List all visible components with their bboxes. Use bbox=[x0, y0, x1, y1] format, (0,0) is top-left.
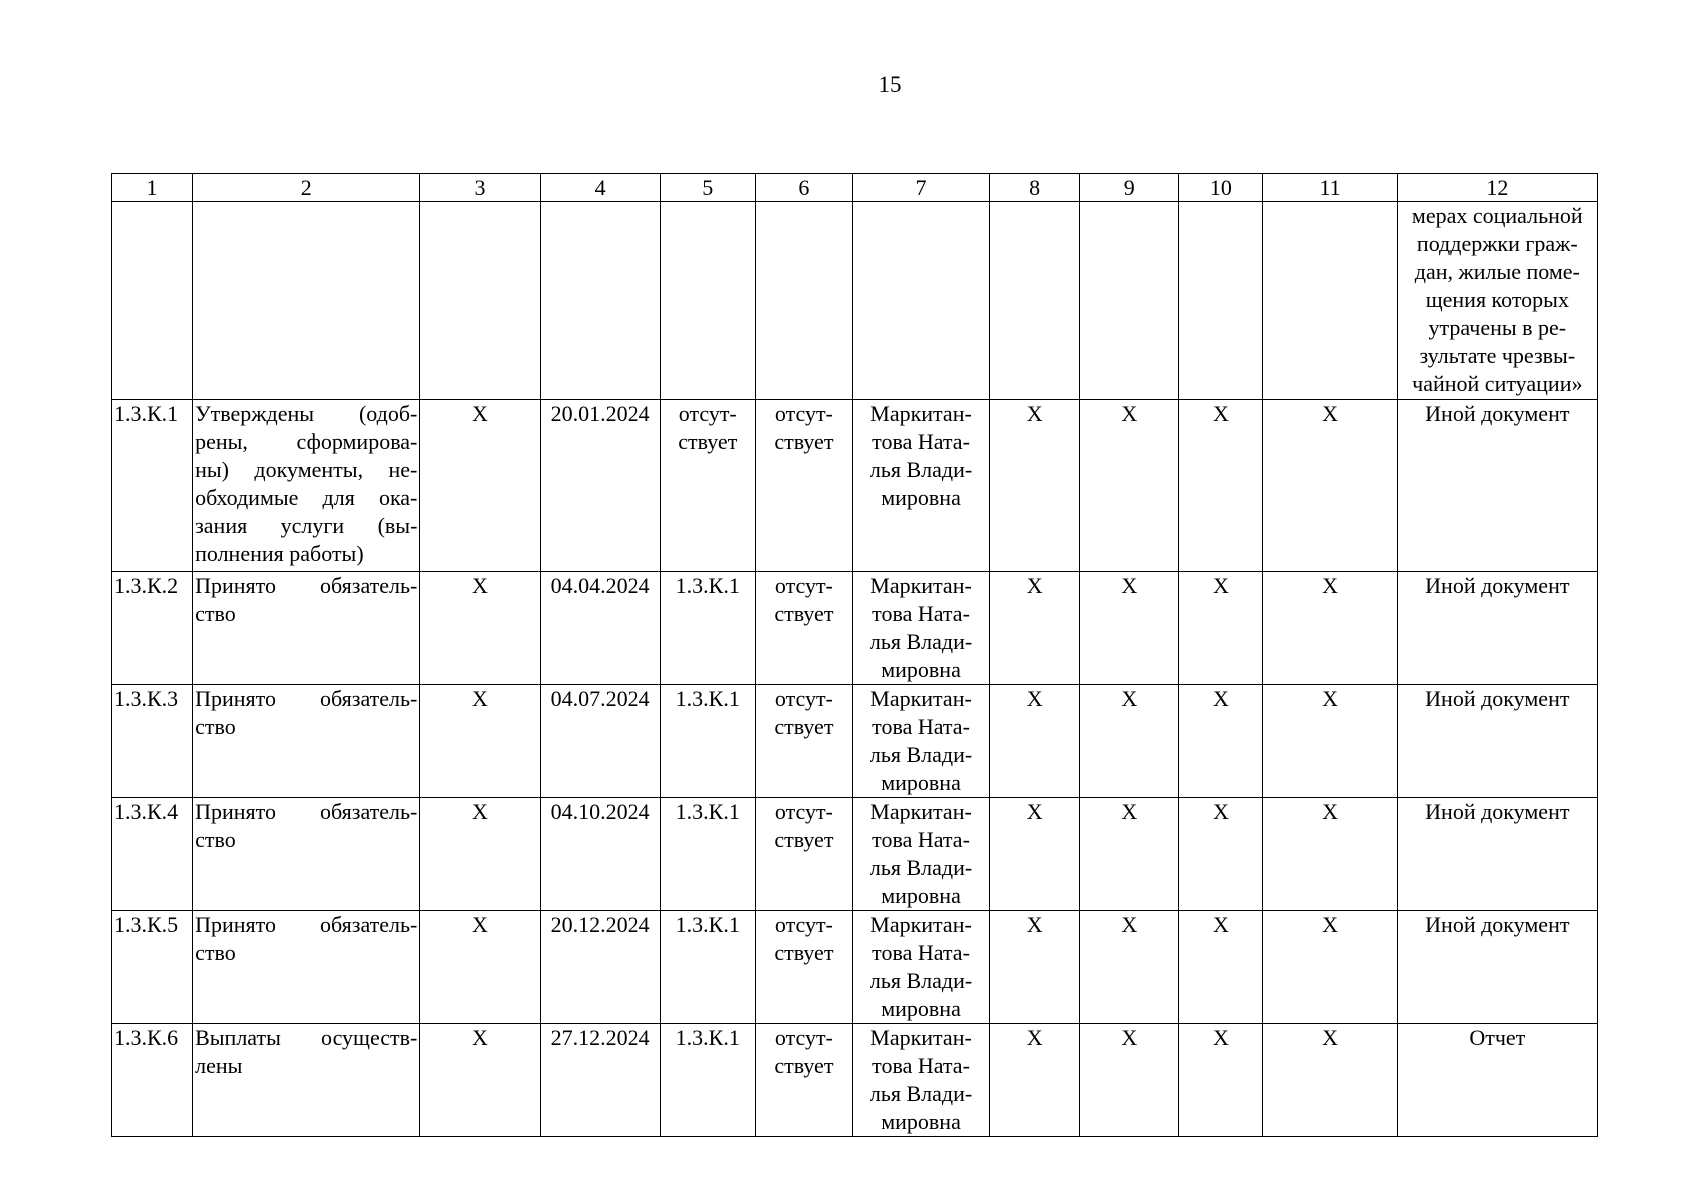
column-header: 3 bbox=[420, 174, 540, 202]
text-line: това Ната- bbox=[872, 714, 970, 739]
column-11-value: X bbox=[1263, 911, 1397, 1024]
predecessor bbox=[660, 685, 755, 798]
column-header: 6 bbox=[755, 174, 852, 202]
text-line: отсут- bbox=[774, 912, 833, 937]
text-line: мировна bbox=[881, 883, 961, 908]
column-8-value: X bbox=[990, 400, 1080, 572]
text-line: ствует bbox=[774, 429, 834, 454]
table-cell bbox=[852, 202, 989, 400]
control-point-name bbox=[193, 1024, 420, 1137]
column-3-value: X bbox=[420, 400, 540, 572]
text-line: лья Влади- bbox=[869, 629, 973, 654]
text-line: това Ната- bbox=[872, 940, 970, 965]
responsible-person bbox=[852, 400, 989, 572]
control-point-code: 1.3.К.2 bbox=[112, 572, 193, 685]
column-header: 10 bbox=[1179, 174, 1263, 202]
text-line: ство bbox=[195, 601, 236, 626]
text-line: ствует bbox=[774, 714, 834, 739]
table-cell bbox=[755, 202, 852, 400]
due-date: 20.01.2024 bbox=[540, 400, 660, 572]
predecessor bbox=[660, 572, 755, 685]
table-row bbox=[112, 685, 1598, 798]
text-line: отсут- bbox=[678, 401, 737, 426]
column-9-value: X bbox=[1080, 685, 1179, 798]
text-line: мировна bbox=[881, 485, 961, 510]
text-line: Маркитан- bbox=[870, 912, 972, 937]
table-cell bbox=[660, 202, 755, 400]
text-line: чайной ситуации» bbox=[1412, 371, 1583, 396]
responsible-person bbox=[852, 798, 989, 911]
column-11-value: X bbox=[1263, 798, 1397, 911]
text-line: Утверждены (одоб- bbox=[195, 401, 418, 426]
text-line: мировна bbox=[881, 770, 961, 795]
text-line: ствует bbox=[774, 940, 834, 965]
column-number-row bbox=[112, 174, 1598, 202]
text-line: полнения работы) bbox=[195, 541, 364, 566]
text-line: 1.3.К.1 bbox=[675, 573, 740, 598]
due-date: 04.04.2024 bbox=[540, 572, 660, 685]
text-line: Выплаты осуществ- bbox=[195, 1025, 418, 1050]
column-8-value: X bbox=[990, 685, 1080, 798]
column-6-value bbox=[755, 685, 852, 798]
text-line: поддержки граж- bbox=[1416, 231, 1578, 256]
control-point-code: 1.3.К.3 bbox=[112, 685, 193, 798]
column-10-value: X bbox=[1179, 798, 1263, 911]
column-8-value: X bbox=[990, 572, 1080, 685]
column-3-value: X bbox=[420, 572, 540, 685]
table-cell bbox=[990, 202, 1080, 400]
text-line: 1.3.К.1 bbox=[675, 799, 740, 824]
responsible-person bbox=[852, 911, 989, 1024]
text-line: утрачены в ре- bbox=[1428, 315, 1567, 340]
document-type: Иной документ bbox=[1397, 572, 1597, 685]
text-line: ствует bbox=[774, 1053, 834, 1078]
column-header: 1 bbox=[112, 174, 193, 202]
column-10-value: X bbox=[1179, 400, 1263, 572]
due-date: 27.12.2024 bbox=[540, 1024, 660, 1137]
text-line: ны) документы, не- bbox=[195, 457, 418, 482]
text-line: щения которых bbox=[1425, 287, 1569, 312]
column-6-value bbox=[755, 572, 852, 685]
table-row bbox=[112, 1024, 1598, 1137]
text-line: Маркитан- bbox=[870, 573, 972, 598]
control-point-code: 1.3.К.4 bbox=[112, 798, 193, 911]
column-header: 12 bbox=[1397, 174, 1597, 202]
text-line: отсут- bbox=[774, 799, 833, 824]
column-11-value: X bbox=[1263, 572, 1397, 685]
column-11-value: X bbox=[1263, 1024, 1397, 1137]
text-line: лья Влади- bbox=[869, 968, 973, 993]
text-line: това Ната- bbox=[872, 827, 970, 852]
column-header: 9 bbox=[1080, 174, 1179, 202]
text-line: зультате чрезвы- bbox=[1419, 343, 1576, 368]
predecessor bbox=[660, 400, 755, 572]
column-6-value bbox=[755, 911, 852, 1024]
column-header: 7 bbox=[852, 174, 989, 202]
table-cell bbox=[193, 202, 420, 400]
column-11-value: X bbox=[1263, 685, 1397, 798]
column-header: 11 bbox=[1263, 174, 1397, 202]
text-line: 1.3.К.1 bbox=[675, 912, 740, 937]
column-10-value: X bbox=[1179, 685, 1263, 798]
column-header: 4 bbox=[540, 174, 660, 202]
column-header: 5 bbox=[660, 174, 755, 202]
column-3-value: X bbox=[420, 798, 540, 911]
text-line: мерах социальной bbox=[1411, 203, 1583, 228]
text-line: ство bbox=[195, 940, 236, 965]
text-line: Маркитан- bbox=[870, 799, 972, 824]
text-line: Принято обязатель- bbox=[195, 912, 418, 937]
control-point-code: 1.3.К.5 bbox=[112, 911, 193, 1024]
control-point-name bbox=[193, 685, 420, 798]
document-type: Иной документ bbox=[1397, 911, 1597, 1024]
column-11-value: X bbox=[1263, 400, 1397, 572]
text-line: отсут- bbox=[774, 401, 833, 426]
document-type: Отчет bbox=[1397, 1024, 1597, 1137]
column-8-value: X bbox=[990, 1024, 1080, 1137]
page-number: 15 bbox=[878, 72, 902, 97]
text-line: обходимые для ока- bbox=[195, 485, 418, 510]
text-line: лены bbox=[195, 1053, 243, 1078]
document-type: Иной документ bbox=[1397, 798, 1597, 911]
text-line: ствует bbox=[678, 429, 738, 454]
column-9-value: X bbox=[1080, 798, 1179, 911]
text-line: отсут- bbox=[774, 573, 833, 598]
text-line: 1.3.К.1 bbox=[675, 686, 740, 711]
column-9-value: X bbox=[1080, 400, 1179, 572]
document-type: Иной документ bbox=[1397, 685, 1597, 798]
column-8-value: X bbox=[990, 911, 1080, 1024]
column-10-value: X bbox=[1179, 572, 1263, 685]
column-header: 8 bbox=[990, 174, 1080, 202]
responsible-person bbox=[852, 572, 989, 685]
control-point-name bbox=[193, 400, 420, 572]
text-line: зания услуги (вы- bbox=[195, 513, 418, 538]
schedule-table bbox=[111, 173, 1598, 1137]
text-line: мировна bbox=[881, 657, 961, 682]
predecessor bbox=[660, 1024, 755, 1137]
due-date: 20.12.2024 bbox=[540, 911, 660, 1024]
column-6-value bbox=[755, 1024, 852, 1137]
text-line: Принято обязатель- bbox=[195, 686, 418, 711]
text-line: Маркитан- bbox=[870, 686, 972, 711]
text-line: 1.3.К.1 bbox=[675, 1025, 740, 1050]
control-point-name bbox=[193, 572, 420, 685]
column-3-value: X bbox=[420, 911, 540, 1024]
text-line: лья Влади- bbox=[869, 1081, 973, 1106]
column-10-value: X bbox=[1179, 1024, 1263, 1137]
text-line: мировна bbox=[881, 996, 961, 1021]
column-3-value: X bbox=[420, 1024, 540, 1137]
text-line: Маркитан- bbox=[870, 401, 972, 426]
column-8-value: X bbox=[990, 798, 1080, 911]
column-9-value: X bbox=[1080, 572, 1179, 685]
responsible-person bbox=[852, 1024, 989, 1137]
continuation-row bbox=[112, 202, 1598, 400]
text-line: отсут- bbox=[774, 686, 833, 711]
column-9-value: X bbox=[1080, 1024, 1179, 1137]
text-line: ство bbox=[195, 827, 236, 852]
text-line: лья Влади- bbox=[869, 855, 973, 880]
text-line: мировна bbox=[881, 1109, 961, 1134]
table-row bbox=[112, 798, 1598, 911]
table-cell bbox=[420, 202, 540, 400]
predecessor bbox=[660, 798, 755, 911]
column-6-value bbox=[755, 400, 852, 572]
column-9-value: X bbox=[1080, 911, 1179, 1024]
control-point-code: 1.3.К.1 bbox=[112, 400, 193, 572]
predecessor bbox=[660, 911, 755, 1024]
text-line: отсут- bbox=[774, 1025, 833, 1050]
table-cell bbox=[540, 202, 660, 400]
text-line: това Ната- bbox=[872, 601, 970, 626]
table-cell bbox=[112, 202, 193, 400]
text-line: това Ната- bbox=[872, 1053, 970, 1078]
text-line: Принято обязатель- bbox=[195, 573, 418, 598]
table-row bbox=[112, 572, 1598, 685]
table-row bbox=[112, 911, 1598, 1024]
text-line: ствует bbox=[774, 601, 834, 626]
control-point-name bbox=[193, 911, 420, 1024]
text-line: Маркитан- bbox=[870, 1025, 972, 1050]
due-date: 04.10.2024 bbox=[540, 798, 660, 911]
table-cell bbox=[1179, 202, 1263, 400]
text-line: ство bbox=[195, 714, 236, 739]
text-line: лья Влади- bbox=[869, 742, 973, 767]
due-date: 04.07.2024 bbox=[540, 685, 660, 798]
table-cell bbox=[1263, 202, 1397, 400]
column-3-value: X bbox=[420, 685, 540, 798]
text-line: Принято обязатель- bbox=[195, 799, 418, 824]
text-line: лья Влади- bbox=[869, 457, 973, 482]
control-point-code: 1.3.К.6 bbox=[112, 1024, 193, 1137]
text-line: дан, жилые поме- bbox=[1414, 259, 1580, 284]
table-cell bbox=[1080, 202, 1179, 400]
responsible-person bbox=[852, 685, 989, 798]
table-row bbox=[112, 400, 1598, 572]
document-type-continuation bbox=[1397, 202, 1597, 400]
document-type: Иной документ bbox=[1397, 400, 1597, 572]
text-line: ствует bbox=[774, 827, 834, 852]
column-6-value bbox=[755, 798, 852, 911]
column-header: 2 bbox=[193, 174, 420, 202]
column-10-value: X bbox=[1179, 911, 1263, 1024]
control-point-name bbox=[193, 798, 420, 911]
text-line: това Ната- bbox=[872, 429, 970, 454]
text-line: рены, сформирова- bbox=[195, 429, 418, 454]
